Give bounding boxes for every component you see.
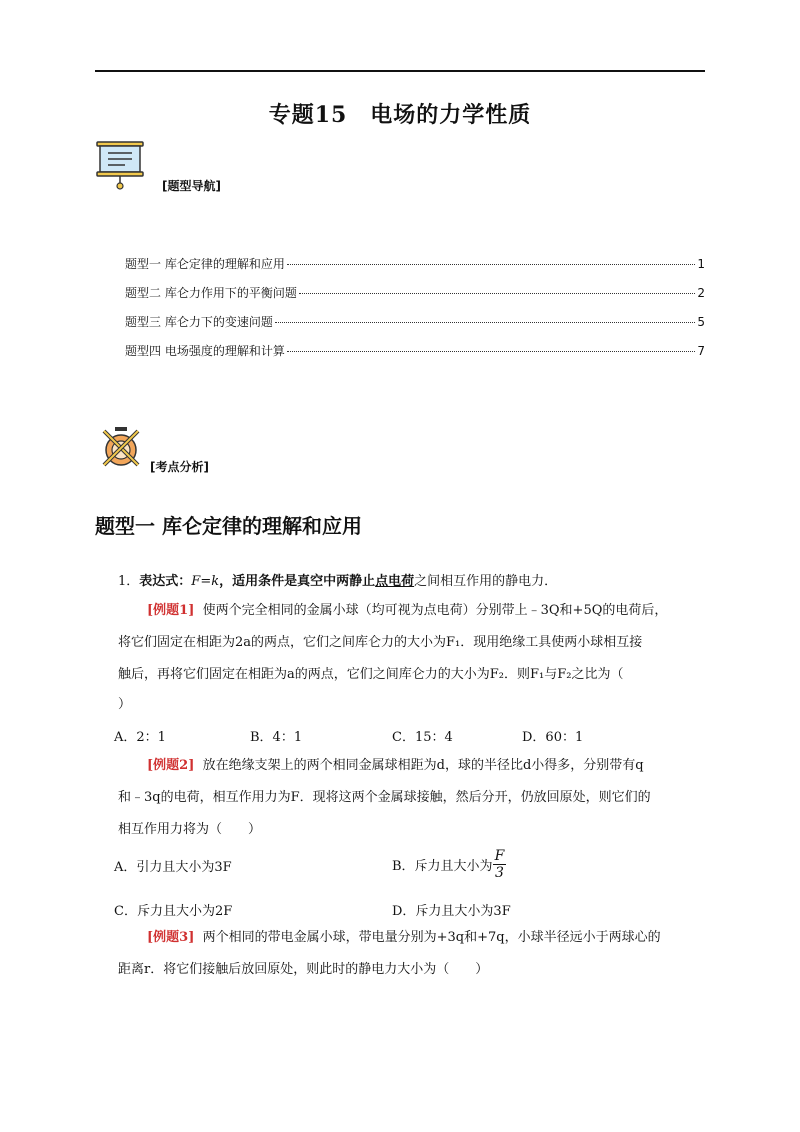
point-underlined: 点电荷	[375, 574, 415, 589]
option-d[interactable]: D．斥力且大小为3F	[392, 904, 511, 919]
top-rule	[95, 70, 705, 72]
option-d[interactable]: D．60：1	[522, 730, 584, 745]
example-1-line-3: 触后，再将它们固定在相距为a的两点，它们之间库仑力的大小为F₂．则F₁与F₂之比为（	[118, 667, 624, 682]
toc-item-3[interactable]	[125, 313, 705, 333]
point-rest: 之间相互作用的静电力．	[414, 574, 558, 589]
toc-dots	[287, 264, 696, 265]
example-2-line-3: 相互作用力将为（ ）	[118, 822, 262, 837]
toc-item-text: 题型三 库仑力下的变速问题	[125, 315, 273, 329]
nav-label: [题型导航]	[162, 179, 221, 193]
formula: F=k	[191, 574, 220, 589]
point-1	[118, 566, 557, 598]
toc-item-page: 2	[697, 286, 705, 300]
point-bold-text: ，适用条件是真空中两静止	[219, 574, 376, 589]
toc-item-page: 1	[697, 257, 705, 271]
crossed-pencils-icon	[98, 425, 144, 471]
fraction-denominator: 3	[494, 865, 504, 881]
option-a[interactable]: A．2：1	[114, 730, 166, 745]
example-label: [例题1]	[147, 603, 195, 618]
toc-item-4[interactable]	[125, 342, 705, 362]
example-1-line-2: 将它们固定在相距为2a的两点，它们之间库仑力的大小为F₁．现用绝缘工具使两小球相互接	[118, 635, 643, 650]
example-text: 放在绝缘支架上的两个相同金属球相距为d，球的半径比d小得多，分别带有q	[202, 758, 644, 773]
page-title: 专题15 电场的力学性质	[268, 102, 532, 128]
section-heading: 题型一 库仑定律的理解和应用	[95, 514, 362, 538]
example-text: 两个相同的带电金属小球，带电量分别为+3q和+7q，小球半径远小于两球心的	[202, 930, 661, 945]
example-text: 使两个完全相同的金属小球（均可视为点电荷）分别带上﹣3Q和+5Q的电荷后，	[202, 603, 668, 618]
example-1-line-1	[147, 595, 667, 627]
example-3-line-1	[147, 922, 661, 954]
point-number: 1．	[118, 574, 140, 589]
toc-item-text: 题型四 电场强度的理解和计算	[125, 344, 285, 358]
toc-item-page: 7	[697, 344, 705, 358]
toc-item-text: 题型二 库仑力作用下的平衡问题	[125, 286, 297, 300]
example-label: [例题3]	[147, 930, 195, 945]
example-2-line-1	[147, 750, 644, 782]
example-1-line-4: ）	[118, 697, 132, 712]
toc-item-2[interactable]	[125, 284, 705, 304]
option-a[interactable]: A．引力且大小为3F	[114, 860, 232, 875]
toc-dots	[299, 293, 696, 294]
option-b-text: B．斥力且大小为	[392, 859, 493, 874]
toc-dots	[287, 351, 696, 352]
toc-item-1[interactable]	[125, 255, 705, 275]
toc-item-page: 5	[697, 315, 705, 329]
option-b[interactable]: B．4：1	[250, 730, 303, 745]
toc-dots	[275, 322, 696, 323]
fraction	[493, 848, 507, 881]
fraction-numerator: F	[494, 848, 505, 864]
toc-item-text: 题型一 库仑定律的理解和应用	[125, 257, 285, 271]
example-label: [例题2]	[147, 758, 195, 773]
presentation-board-icon	[95, 140, 145, 190]
point-label: 表达式：	[139, 574, 192, 589]
option-c[interactable]: C．斥力且大小为2F	[114, 904, 233, 919]
option-c[interactable]: C．15：4	[392, 730, 453, 745]
example-2-line-2: 和﹣3q的电荷，相互作用力为F．现将这两个金属球接触，然后分开，仍放回原处，则它们的	[118, 790, 651, 805]
option-b[interactable]	[392, 848, 506, 881]
example-3-line-2: 距离r．将它们接触后放回原处，则此时的静电力大小为（ ）	[118, 962, 489, 977]
analysis-label: [考点分析]	[150, 460, 209, 474]
